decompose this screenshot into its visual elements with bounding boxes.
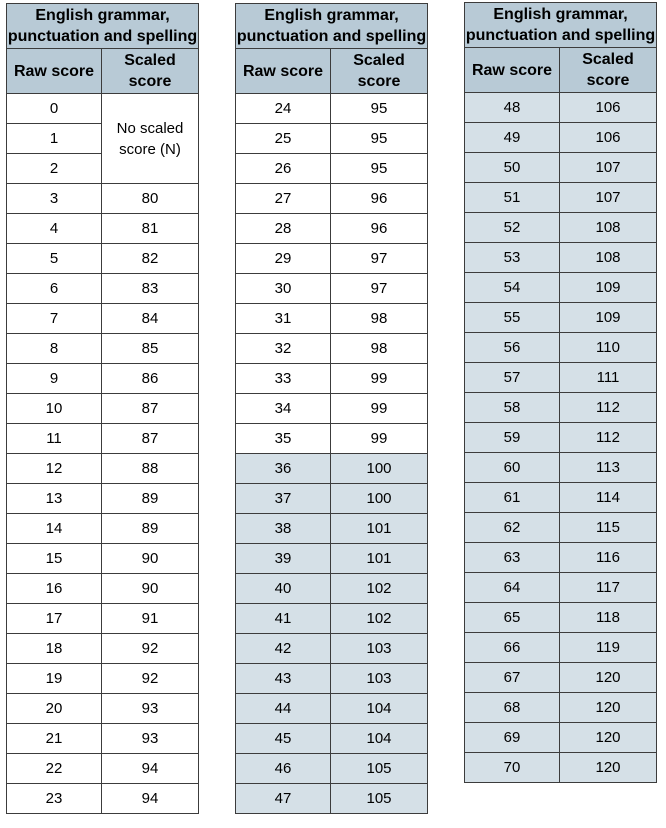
scaled-score-cell: 103: [331, 664, 428, 694]
raw-score-cell: 1: [7, 124, 102, 154]
scaled-score-cell: 120: [560, 663, 657, 693]
raw-score-cell: 9: [7, 364, 102, 394]
scaled-score-cell: 104: [331, 724, 428, 754]
scaled-score-cell: 92: [102, 634, 199, 664]
table-row: [7, 244, 199, 274]
scaled-score-cell: 86: [102, 364, 199, 394]
raw-score-cell: 12: [7, 454, 102, 484]
raw-score-cell: 62: [465, 513, 560, 543]
scaled-score-cell: 120: [560, 723, 657, 753]
table-row: [236, 424, 428, 454]
scaled-score-cell: 90: [102, 544, 199, 574]
table-row: [236, 664, 428, 694]
scaled-score-cell: 101: [331, 544, 428, 574]
raw-score-cell: 8: [7, 334, 102, 364]
table-row: [7, 304, 199, 334]
raw-score-cell: 66: [465, 633, 560, 663]
scaled-score-header: Scaled score: [102, 49, 199, 94]
table-row: [236, 154, 428, 184]
scaled-score-cell: 95: [331, 94, 428, 124]
raw-score-cell: 55: [465, 303, 560, 333]
scaled-score-cell: 96: [331, 184, 428, 214]
scaled-score-cell: 110: [560, 333, 657, 363]
scaled-score-cell: 95: [331, 124, 428, 154]
raw-score-cell: 49: [465, 123, 560, 153]
table-row: [465, 603, 657, 633]
raw-score-cell: 45: [236, 724, 331, 754]
raw-score-cell: 25: [236, 124, 331, 154]
table-row: [465, 393, 657, 423]
raw-score-cell: 53: [465, 243, 560, 273]
raw-score-cell: 58: [465, 393, 560, 423]
table-row: [236, 274, 428, 304]
raw-score-cell: 30: [236, 274, 331, 304]
scaled-score-cell: 104: [331, 694, 428, 724]
raw-score-cell: 32: [236, 334, 331, 364]
table-row: [236, 544, 428, 574]
raw-score-cell: 22: [7, 754, 102, 784]
scaled-score-cell: 112: [560, 393, 657, 423]
scaled-score-cell: 115: [560, 513, 657, 543]
table-row: [465, 663, 657, 693]
scaled-score-cell: 118: [560, 603, 657, 633]
raw-score-cell: 70: [465, 753, 560, 783]
raw-score-header: Raw score: [236, 49, 331, 94]
raw-score-cell: 59: [465, 423, 560, 453]
scaled-score-cell: 84: [102, 304, 199, 334]
raw-score-cell: 41: [236, 604, 331, 634]
raw-score-cell: 44: [236, 694, 331, 724]
score-table-1: [6, 3, 199, 814]
table-row: [465, 633, 657, 663]
raw-score-cell: 16: [7, 574, 102, 604]
scaled-score-cell: 89: [102, 484, 199, 514]
raw-score-cell: 52: [465, 213, 560, 243]
table-row: [236, 304, 428, 334]
scaled-score-cell: 108: [560, 243, 657, 273]
table-row: [236, 364, 428, 394]
raw-score-cell: 57: [465, 363, 560, 393]
table-row: [236, 514, 428, 544]
raw-score-header: Raw score: [7, 49, 102, 94]
table-row: [465, 543, 657, 573]
scaled-score-cell: 98: [331, 334, 428, 364]
raw-score-cell: 50: [465, 153, 560, 183]
raw-score-cell: 4: [7, 214, 102, 244]
scaled-score-cell: 97: [331, 274, 428, 304]
scaled-score-cell: 98: [331, 304, 428, 334]
scaled-score-cell: 107: [560, 183, 657, 213]
raw-score-cell: 6: [7, 274, 102, 304]
raw-score-cell: 51: [465, 183, 560, 213]
scaled-score-cell: 99: [331, 364, 428, 394]
raw-score-cell: 17: [7, 604, 102, 634]
raw-score-cell: 46: [236, 754, 331, 784]
scaled-score-header: Scaled score: [331, 49, 428, 94]
scaled-score-header: Scaled score: [560, 48, 657, 93]
table-row: [236, 334, 428, 364]
scaled-score-cell: 113: [560, 453, 657, 483]
scaled-score-cell: 114: [560, 483, 657, 513]
raw-score-cell: 3: [7, 184, 102, 214]
raw-score-cell: 39: [236, 544, 331, 574]
scaled-score-cell: 94: [102, 784, 199, 814]
raw-score-cell: 20: [7, 694, 102, 724]
scaled-score-cell: 105: [331, 784, 428, 814]
scaled-score-cell: 82: [102, 244, 199, 274]
raw-score-cell: 5: [7, 244, 102, 274]
table-row: [236, 754, 428, 784]
raw-score-cell: 60: [465, 453, 560, 483]
scaled-score-cell: 94: [102, 754, 199, 784]
raw-score-cell: 35: [236, 424, 331, 454]
table-row: [7, 664, 199, 694]
table-row: [236, 94, 428, 124]
table-row: [465, 333, 657, 363]
table-title: English grammar, punctuation and spelling: [236, 4, 428, 49]
raw-score-cell: 2: [7, 154, 102, 184]
scaled-score-cell: 112: [560, 423, 657, 453]
table-row: [7, 484, 199, 514]
table-row: [236, 574, 428, 604]
table-row: [7, 694, 199, 724]
scaled-score-cell: 95: [331, 154, 428, 184]
raw-score-cell: 19: [7, 664, 102, 694]
scaled-score-cell: 90: [102, 574, 199, 604]
table-row: [7, 214, 199, 244]
scaled-score-cell: 97: [331, 244, 428, 274]
scaled-score-cell: 102: [331, 604, 428, 634]
table-row: [7, 544, 199, 574]
raw-score-cell: 10: [7, 394, 102, 424]
scaled-score-cell: 103: [331, 634, 428, 664]
scaled-score-cell: 102: [331, 574, 428, 604]
raw-score-cell: 34: [236, 394, 331, 424]
table-row: [465, 363, 657, 393]
raw-score-cell: 40: [236, 574, 331, 604]
table-row: [465, 693, 657, 723]
table-row: [7, 334, 199, 364]
table-row: [7, 364, 199, 394]
table-row: [236, 184, 428, 214]
table-row: [236, 784, 428, 814]
raw-score-cell: 56: [465, 333, 560, 363]
raw-score-cell: 43: [236, 664, 331, 694]
table-row: [236, 604, 428, 634]
table-row: [236, 394, 428, 424]
raw-score-cell: 33: [236, 364, 331, 394]
table-row: [236, 634, 428, 664]
scaled-score-cell: 93: [102, 694, 199, 724]
scaled-score-cell: 91: [102, 604, 199, 634]
table-row: [7, 784, 199, 814]
table-row: [465, 273, 657, 303]
scaled-score-cell: 93: [102, 724, 199, 754]
table-row: [465, 303, 657, 333]
raw-score-cell: 38: [236, 514, 331, 544]
raw-score-cell: 28: [236, 214, 331, 244]
scaled-score-cell: 99: [331, 394, 428, 424]
raw-score-cell: 27: [236, 184, 331, 214]
raw-score-cell: 31: [236, 304, 331, 334]
scaled-score-cell: 100: [331, 484, 428, 514]
scaled-score-cell: 81: [102, 214, 199, 244]
table-row: [236, 724, 428, 754]
table-row: [465, 753, 657, 783]
scaled-score-cell: 111: [560, 363, 657, 393]
raw-score-cell: 37: [236, 484, 331, 514]
table-row: [465, 93, 657, 123]
scaled-score-cell: 106: [560, 93, 657, 123]
scaled-score-cell: 100: [331, 454, 428, 484]
scaled-score-cell: 116: [560, 543, 657, 573]
scaled-score-cell: 120: [560, 753, 657, 783]
raw-score-cell: 18: [7, 634, 102, 664]
scaled-score-cell: 108: [560, 213, 657, 243]
scaled-score-cell: 96: [331, 214, 428, 244]
raw-score-cell: 47: [236, 784, 331, 814]
raw-score-cell: 14: [7, 514, 102, 544]
table-row: [465, 123, 657, 153]
scaled-score-cell: 99: [331, 424, 428, 454]
raw-score-cell: 15: [7, 544, 102, 574]
scaled-score-cell: 109: [560, 303, 657, 333]
table-row: [465, 423, 657, 453]
table-title: English grammar, punctuation and spelling: [7, 4, 199, 49]
raw-score-cell: 42: [236, 634, 331, 664]
scaled-score-cell: 83: [102, 274, 199, 304]
raw-score-cell: 69: [465, 723, 560, 753]
table-row: [7, 184, 199, 214]
raw-score-cell: 21: [7, 724, 102, 754]
table-row: [236, 484, 428, 514]
raw-score-cell: 67: [465, 663, 560, 693]
raw-score-cell: 23: [7, 784, 102, 814]
score-table-2: [235, 3, 428, 814]
table-row: [7, 274, 199, 304]
table-row: [465, 453, 657, 483]
table-row: [7, 394, 199, 424]
table-row: [465, 513, 657, 543]
no-scaled-score-note: No scaled score (N): [102, 94, 199, 184]
scaled-score-cell: 89: [102, 514, 199, 544]
raw-score-cell: 63: [465, 543, 560, 573]
raw-score-cell: 68: [465, 693, 560, 723]
scaled-score-cell: 80: [102, 184, 199, 214]
table-row: [7, 604, 199, 634]
raw-score-cell: 64: [465, 573, 560, 603]
raw-score-cell: 36: [236, 454, 331, 484]
table-row: [236, 124, 428, 154]
scaled-score-cell: 88: [102, 454, 199, 484]
scaled-score-cell: 117: [560, 573, 657, 603]
raw-score-cell: 48: [465, 93, 560, 123]
scaled-score-cell: 105: [331, 754, 428, 784]
scaled-score-cell: 101: [331, 514, 428, 544]
scaled-score-cell: 85: [102, 334, 199, 364]
table-row: [465, 183, 657, 213]
scaled-score-cell: 106: [560, 123, 657, 153]
table-row: [236, 694, 428, 724]
table-title: English grammar, punctuation and spelling: [465, 3, 657, 48]
scaled-score-cell: 109: [560, 273, 657, 303]
table-row: [236, 214, 428, 244]
raw-score-cell: 13: [7, 484, 102, 514]
table-row: [7, 634, 199, 664]
table-row: [7, 724, 199, 754]
table-row: [465, 243, 657, 273]
table-row: [236, 244, 428, 274]
raw-score-header: Raw score: [465, 48, 560, 93]
table-row: [7, 574, 199, 604]
table-row: [465, 723, 657, 753]
raw-score-cell: 24: [236, 94, 331, 124]
table-row: [236, 454, 428, 484]
table-row: [7, 754, 199, 784]
scaled-score-cell: 120: [560, 693, 657, 723]
score-table-3: [464, 2, 657, 783]
table-row: [465, 573, 657, 603]
table-row: [7, 454, 199, 484]
raw-score-cell: 54: [465, 273, 560, 303]
scaled-score-cell: 92: [102, 664, 199, 694]
raw-score-cell: 29: [236, 244, 331, 274]
scaled-score-cell: 87: [102, 424, 199, 454]
table-row: [7, 514, 199, 544]
table-row: [465, 483, 657, 513]
scaled-score-cell: 119: [560, 633, 657, 663]
raw-score-cell: 0: [7, 94, 102, 124]
table-row: [465, 153, 657, 183]
table-row: [7, 424, 199, 454]
raw-score-cell: 26: [236, 154, 331, 184]
raw-score-cell: 7: [7, 304, 102, 334]
scaled-score-cell: 107: [560, 153, 657, 183]
raw-score-cell: 65: [465, 603, 560, 633]
scaled-score-cell: 87: [102, 394, 199, 424]
raw-score-cell: 11: [7, 424, 102, 454]
raw-score-cell: 61: [465, 483, 560, 513]
table-row: [465, 213, 657, 243]
